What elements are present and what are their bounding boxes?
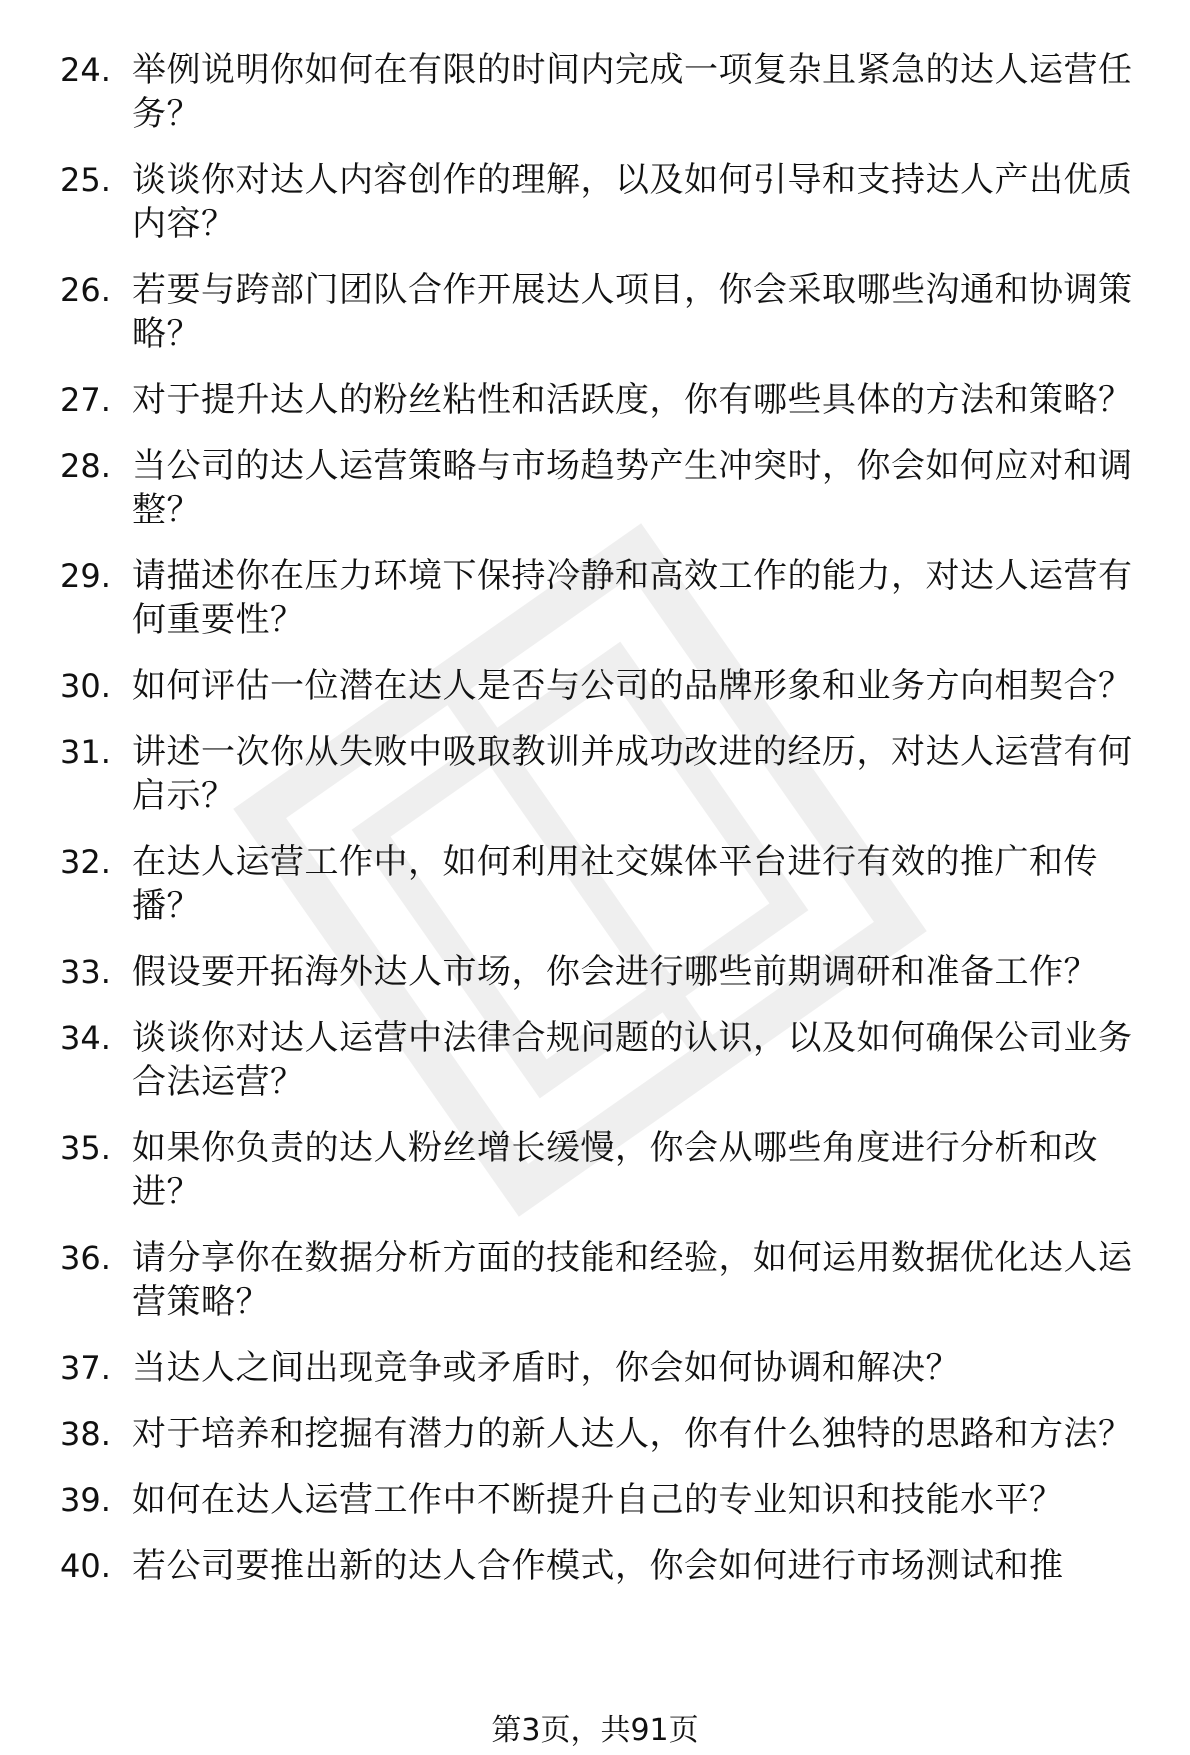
question-number: 39. [60, 1481, 111, 1519]
question-text: 讲述一次你从失败中吸取教训并成功改进的经历，对达人运营有何启示？ [132, 732, 1133, 816]
question-text: 对于培养和挖掘有潜力的新人达人，你有什么独特的思路和方法？ [132, 1414, 1133, 1454]
question-item [60, 554, 1150, 642]
question-number: 25. [60, 161, 111, 199]
question-number: 34. [60, 1019, 111, 1057]
question-item [60, 1016, 1150, 1104]
question-item [60, 48, 1150, 136]
question-item [60, 664, 1150, 708]
question-text: 谈谈你对达人内容创作的理解，以及如何引导和支持达人产出优质内容？ [132, 160, 1133, 244]
question-number: 40. [60, 1547, 111, 1585]
question-number: 29. [60, 557, 111, 595]
question-number: 27. [60, 381, 111, 419]
question-item [60, 840, 1150, 928]
question-text: 对于提升达人的粉丝粘性和活跃度，你有哪些具体的方法和策略？ [132, 380, 1133, 420]
question-number: 36. [60, 1239, 111, 1277]
question-text: 当公司的达人运营策略与市场趋势产生冲突时，你会如何应对和调整？ [132, 446, 1133, 530]
question-number: 35. [60, 1129, 111, 1167]
question-text: 如何评估一位潜在达人是否与公司的品牌形象和业务方向相契合？ [132, 666, 1133, 706]
question-text: 当达人之间出现竞争或矛盾时，你会如何协调和解决？ [132, 1348, 960, 1388]
question-number: 37. [60, 1349, 111, 1387]
question-text: 如果你负责的达人粉丝增长缓慢，你会从哪些角度进行分析和改进？ [132, 1128, 1098, 1212]
question-text: 举例说明你如何在有限的时间内完成一项复杂且紧急的达人运营任务？ [132, 50, 1133, 134]
question-text: 在达人运营工作中，如何利用社交媒体平台进行有效的推广和传播？ [132, 842, 1098, 926]
question-item [60, 158, 1150, 246]
question-number: 26. [60, 271, 111, 309]
question-text: 若公司要推出新的达人合作模式，你会如何进行市场测试和推 [132, 1546, 1064, 1586]
question-item [60, 730, 1150, 818]
question-text: 若要与跨部门团队合作开展达人项目，你会采取哪些沟通和协调策略？ [132, 270, 1133, 354]
question-number: 31. [60, 733, 111, 771]
question-text: 谈谈你对达人运营中法律合规问题的认识，以及如何确保公司业务合法运营？ [132, 1018, 1133, 1102]
question-item [60, 444, 1150, 532]
page-number-footer: 第3页，共91页 [491, 1713, 699, 1748]
question-item [60, 1478, 1150, 1522]
question-number: 24. [60, 51, 111, 89]
question-text: 请分享你在数据分析方面的技能和经验，如何运用数据优化达人运营策略？ [132, 1238, 1133, 1322]
question-item [60, 1236, 1150, 1324]
question-list [60, 48, 1150, 1610]
question-item [60, 378, 1150, 422]
question-item [60, 950, 1150, 994]
question-item [60, 1346, 1150, 1390]
question-number: 32. [60, 843, 111, 881]
question-item [60, 268, 1150, 356]
question-number: 30. [60, 667, 111, 705]
question-number: 33. [60, 953, 111, 991]
question-number: 28. [60, 447, 111, 485]
question-text: 假设要开拓海外达人市场，你会进行哪些前期调研和准备工作？ [132, 952, 1098, 992]
question-number: 38. [60, 1415, 111, 1453]
question-text: 请描述你在压力环境下保持冷静和高效工作的能力，对达人运营有何重要性？ [132, 556, 1133, 640]
question-item [60, 1544, 1150, 1588]
question-item [60, 1412, 1150, 1456]
question-text: 如何在达人运营工作中不断提升自己的专业知识和技能水平？ [132, 1480, 1064, 1520]
question-item [60, 1126, 1150, 1214]
